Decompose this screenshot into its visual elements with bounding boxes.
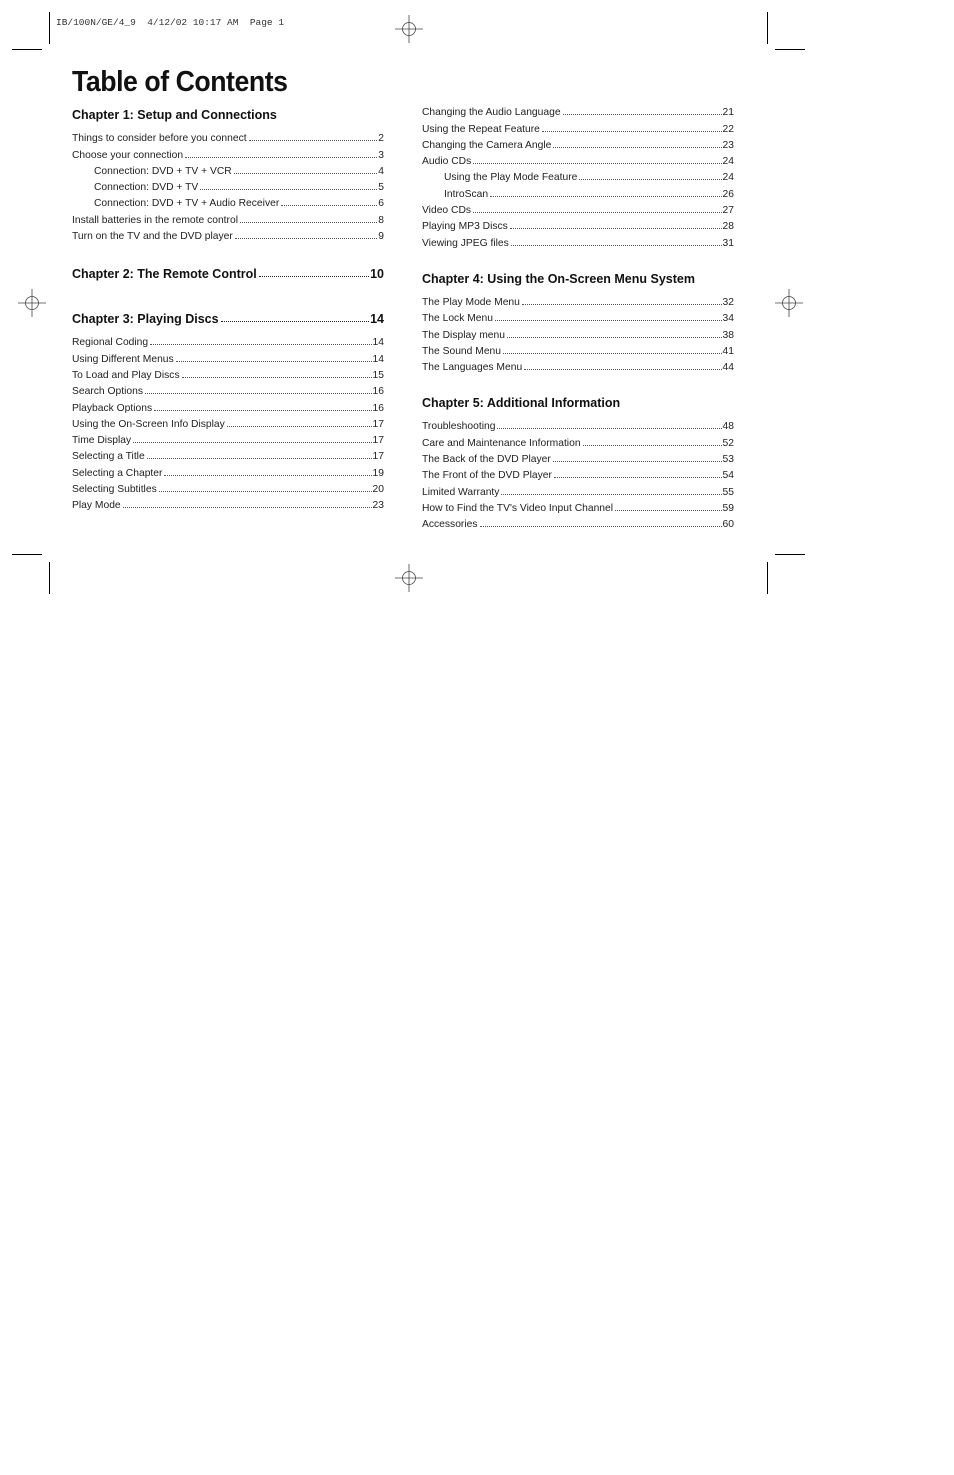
toc-spacer [422,249,734,264]
toc-entry-title: The Back of the DVD Player [422,454,551,466]
toc-page-number: 31 [722,237,734,249]
toc-entry [422,416,734,432]
dot-leader [497,428,721,429]
toc-entry [72,144,384,160]
toc-entry [72,128,384,144]
toc-spacer [422,373,734,388]
dot-leader [123,507,372,508]
toc-entry [72,381,384,397]
crop-mark [767,12,768,44]
dot-leader [281,205,377,206]
crop-mark [12,49,42,50]
dot-leader [554,477,722,478]
toc-chapter-heading [72,304,384,326]
toc-entry-title: Install batteries in the remote control [72,214,238,226]
toc-page-number: 8 [378,214,384,226]
dot-leader [583,445,722,446]
registration-mark-icon [775,289,803,317]
dot-leader [133,442,371,443]
dot-leader [473,212,722,213]
toc-page-number: 24 [722,172,734,184]
toc-entry-title: Troubleshooting [422,421,496,433]
toc-entry-title: Chapter 1: Setup and Connections [72,108,277,122]
toc-page-number: 55 [722,486,734,498]
registration-mark-icon [395,15,423,43]
toc-page-number: 4 [378,165,384,177]
toc-entry-title: Turn on the TV and the DVD player [72,231,233,243]
dot-leader [503,353,722,354]
toc-entry-title: Accessories [422,519,478,531]
toc-chapter-heading [72,100,384,122]
toc-entry-title: Search Options [72,386,143,398]
toc-entry-title: Using the On-Screen Info Display [72,418,225,430]
toc-entry [72,209,384,225]
crop-mark [12,554,42,555]
toc-entry [72,397,384,413]
toc-entry [422,308,734,324]
toc-entry [72,462,384,478]
toc-page-number: 3 [378,149,384,161]
toc-entry-title: Changing the Audio Language [422,107,561,119]
dot-leader [480,526,722,527]
dot-leader [473,163,721,164]
toc-page-number: 23 [372,500,384,512]
toc-page-number: 14 [370,312,384,327]
toc-entry-title: Using the Repeat Feature [422,123,540,135]
toc-entry-title: Care and Maintenance Information [422,437,581,449]
toc-entry [422,498,734,514]
dot-leader [579,179,721,180]
crop-mark [775,49,805,50]
toc-entry [422,167,734,183]
page-title: Table of Contents [72,66,288,98]
toc-entry [72,193,384,209]
toc-entry [422,465,734,481]
toc-page-number: 26 [722,188,734,200]
toc-entry [422,151,734,167]
dot-leader [227,426,372,427]
toc-page-number: 17 [372,418,384,430]
toc-page-number: 28 [722,221,734,233]
dot-leader [182,377,372,378]
toc-page-number: 44 [722,362,734,374]
toc-entry-title: The Front of the DVD Player [422,470,552,482]
toc-entry [72,430,384,446]
toc-page-number: 19 [372,467,384,479]
toc-entry [72,479,384,495]
toc-entry-title: The Play Mode Menu [422,296,520,308]
print-slug: IB/100N/GE/4_9 4/12/02 10:17 AM Page 1 [56,17,285,28]
toc-entry-title: Viewing JPEG files [422,237,509,249]
crop-mark [775,554,805,555]
toc-page-number: 21 [722,107,734,119]
toc-page-number: 16 [372,402,384,414]
toc-entry [72,365,384,381]
dot-leader [235,238,377,239]
toc-page-number: 34 [722,313,734,325]
toc-entry-title: Using the Play Mode Feature [444,172,578,184]
dot-leader [615,510,721,511]
toc-page-number: 24 [722,156,734,168]
toc-page-number: 2 [378,133,384,145]
toc-chapter-heading [422,264,734,286]
crop-mark [49,562,50,594]
toc-page-number: 6 [378,198,384,210]
toc-page-number: 23 [722,139,734,151]
toc-entry [72,177,384,193]
toc-entry-title: The Display menu [422,329,505,341]
toc-page-number: 20 [372,484,384,496]
toc-entry-title: Selecting a Chapter [72,467,163,479]
dot-leader [154,410,371,411]
toc-entry [72,161,384,177]
registration-mark-icon [18,289,46,317]
toc-entry-title: IntroScan [444,188,489,200]
toc-chapter-heading [72,259,384,281]
dot-leader [200,189,377,190]
toc-entry [422,324,734,340]
dot-leader [507,337,722,338]
dot-leader [553,461,722,462]
dot-leader [176,361,372,362]
toc-page-number: 38 [722,329,734,341]
toc-entry-title: Selecting Subtitles [72,484,157,496]
dot-leader [185,157,377,158]
toc-entry-title: The Languages Menu [422,362,523,374]
toc-entry-title: Chapter 5: Additional Information [422,396,621,411]
registration-mark-icon [395,564,423,592]
toc-spacer [72,281,384,304]
dot-leader [159,491,372,492]
toc-entry-title: Changing the Camera Angle [422,139,552,151]
toc-entry-title: Selecting a Title [72,451,145,463]
toc-page-number: 17 [372,435,384,447]
dot-leader [553,147,721,148]
dot-leader [147,458,372,459]
dot-leader [145,393,372,394]
toc-page-number: 54 [722,470,734,482]
toc-entry [72,226,384,242]
toc-entry [422,514,734,530]
toc-entry-title: The Lock Menu [422,313,493,325]
dot-leader [495,320,722,321]
toc-entry-title: Chapter 2: The Remote Control [72,267,257,282]
toc-entry [72,414,384,430]
toc-entry-title: Regional Coding [72,337,149,349]
toc-entry-title: The Sound Menu [422,345,501,357]
dot-leader [164,475,371,476]
toc-entry [422,135,734,151]
dot-leader [524,369,721,370]
toc-page-number: 5 [378,182,384,194]
dot-leader [542,131,722,132]
toc-page-number: 16 [372,386,384,398]
toc-entry [72,446,384,462]
toc-entry-title: Time Display [72,435,132,447]
toc-entry-title: Playing MP3 Discs [422,221,508,233]
toc-left-column [72,100,384,511]
dot-leader [510,228,722,229]
toc-entry [422,449,734,465]
toc-page-number: 14 [372,353,384,365]
toc-entry [422,183,734,199]
toc-entry [422,341,734,357]
dot-leader [563,114,722,115]
toc-entry [422,292,734,308]
toc-page-number: 59 [722,502,734,514]
toc-page-number: 9 [378,231,384,243]
dot-leader [249,140,378,141]
toc-entry-title: Connection: DVD + TV + VCR [94,165,232,177]
toc-page-number: 22 [722,123,734,135]
toc-entry [72,495,384,511]
toc-page-number: 41 [722,345,734,357]
toc-page-number: 32 [722,296,734,308]
dot-leader [511,245,722,246]
toc-entry [422,216,734,232]
toc-page-number: 52 [722,437,734,449]
toc-entry [422,102,734,118]
toc-entry-title: Connection: DVD + TV [94,182,199,194]
toc-page-number: 27 [722,205,734,217]
dot-leader [240,222,377,223]
toc-entry-title: Things to consider before you connect [72,133,247,145]
toc-page-number: 15 [372,369,384,381]
toc-entry-title: Play Mode [72,500,121,512]
toc-entry [72,348,384,364]
toc-page-number: 60 [722,519,734,531]
toc-entry [72,332,384,348]
toc-page-number: 10 [370,267,384,282]
toc-entry-title: Using Different Menus [72,353,174,365]
toc-page-number: 53 [722,454,734,466]
toc-page-number: 17 [372,451,384,463]
dot-leader [522,304,722,305]
toc-entry-title: Chapter 3: Playing Discs [72,312,219,327]
toc-entry-title: Audio CDs [422,156,472,168]
toc-entry [422,200,734,216]
dot-leader [501,494,721,495]
toc-entry-title: Choose your connection [72,149,184,161]
dot-leader [221,321,370,322]
toc-entry [422,357,734,373]
toc-right-column [422,102,734,530]
dot-leader [234,173,378,174]
crop-mark [767,562,768,594]
dot-leader [490,196,721,197]
toc-entry-title: Connection: DVD + TV + Audio Receiver [94,198,280,210]
toc-spacer [72,242,384,259]
dot-leader [150,344,371,345]
toc-entry-title: Chapter 4: Using the On-Screen Menu System [422,271,695,286]
toc-entry-title: Limited Warranty [422,486,500,498]
toc-entry [422,432,734,448]
toc-entry-title: How to Find the TV's Video Input Channel [422,502,614,514]
toc-entry [422,232,734,248]
dot-leader [259,276,369,277]
toc-chapter-heading [422,388,734,410]
toc-entry [422,118,734,134]
toc-entry [422,481,734,497]
crop-mark [49,12,50,44]
toc-page-number: 14 [372,337,384,349]
toc-entry-title: To Load and Play Discs [72,369,180,381]
toc-entry-title: Video CDs [422,205,472,217]
toc-entry-title: Playback Options [72,402,153,414]
toc-page-number: 48 [722,421,734,433]
